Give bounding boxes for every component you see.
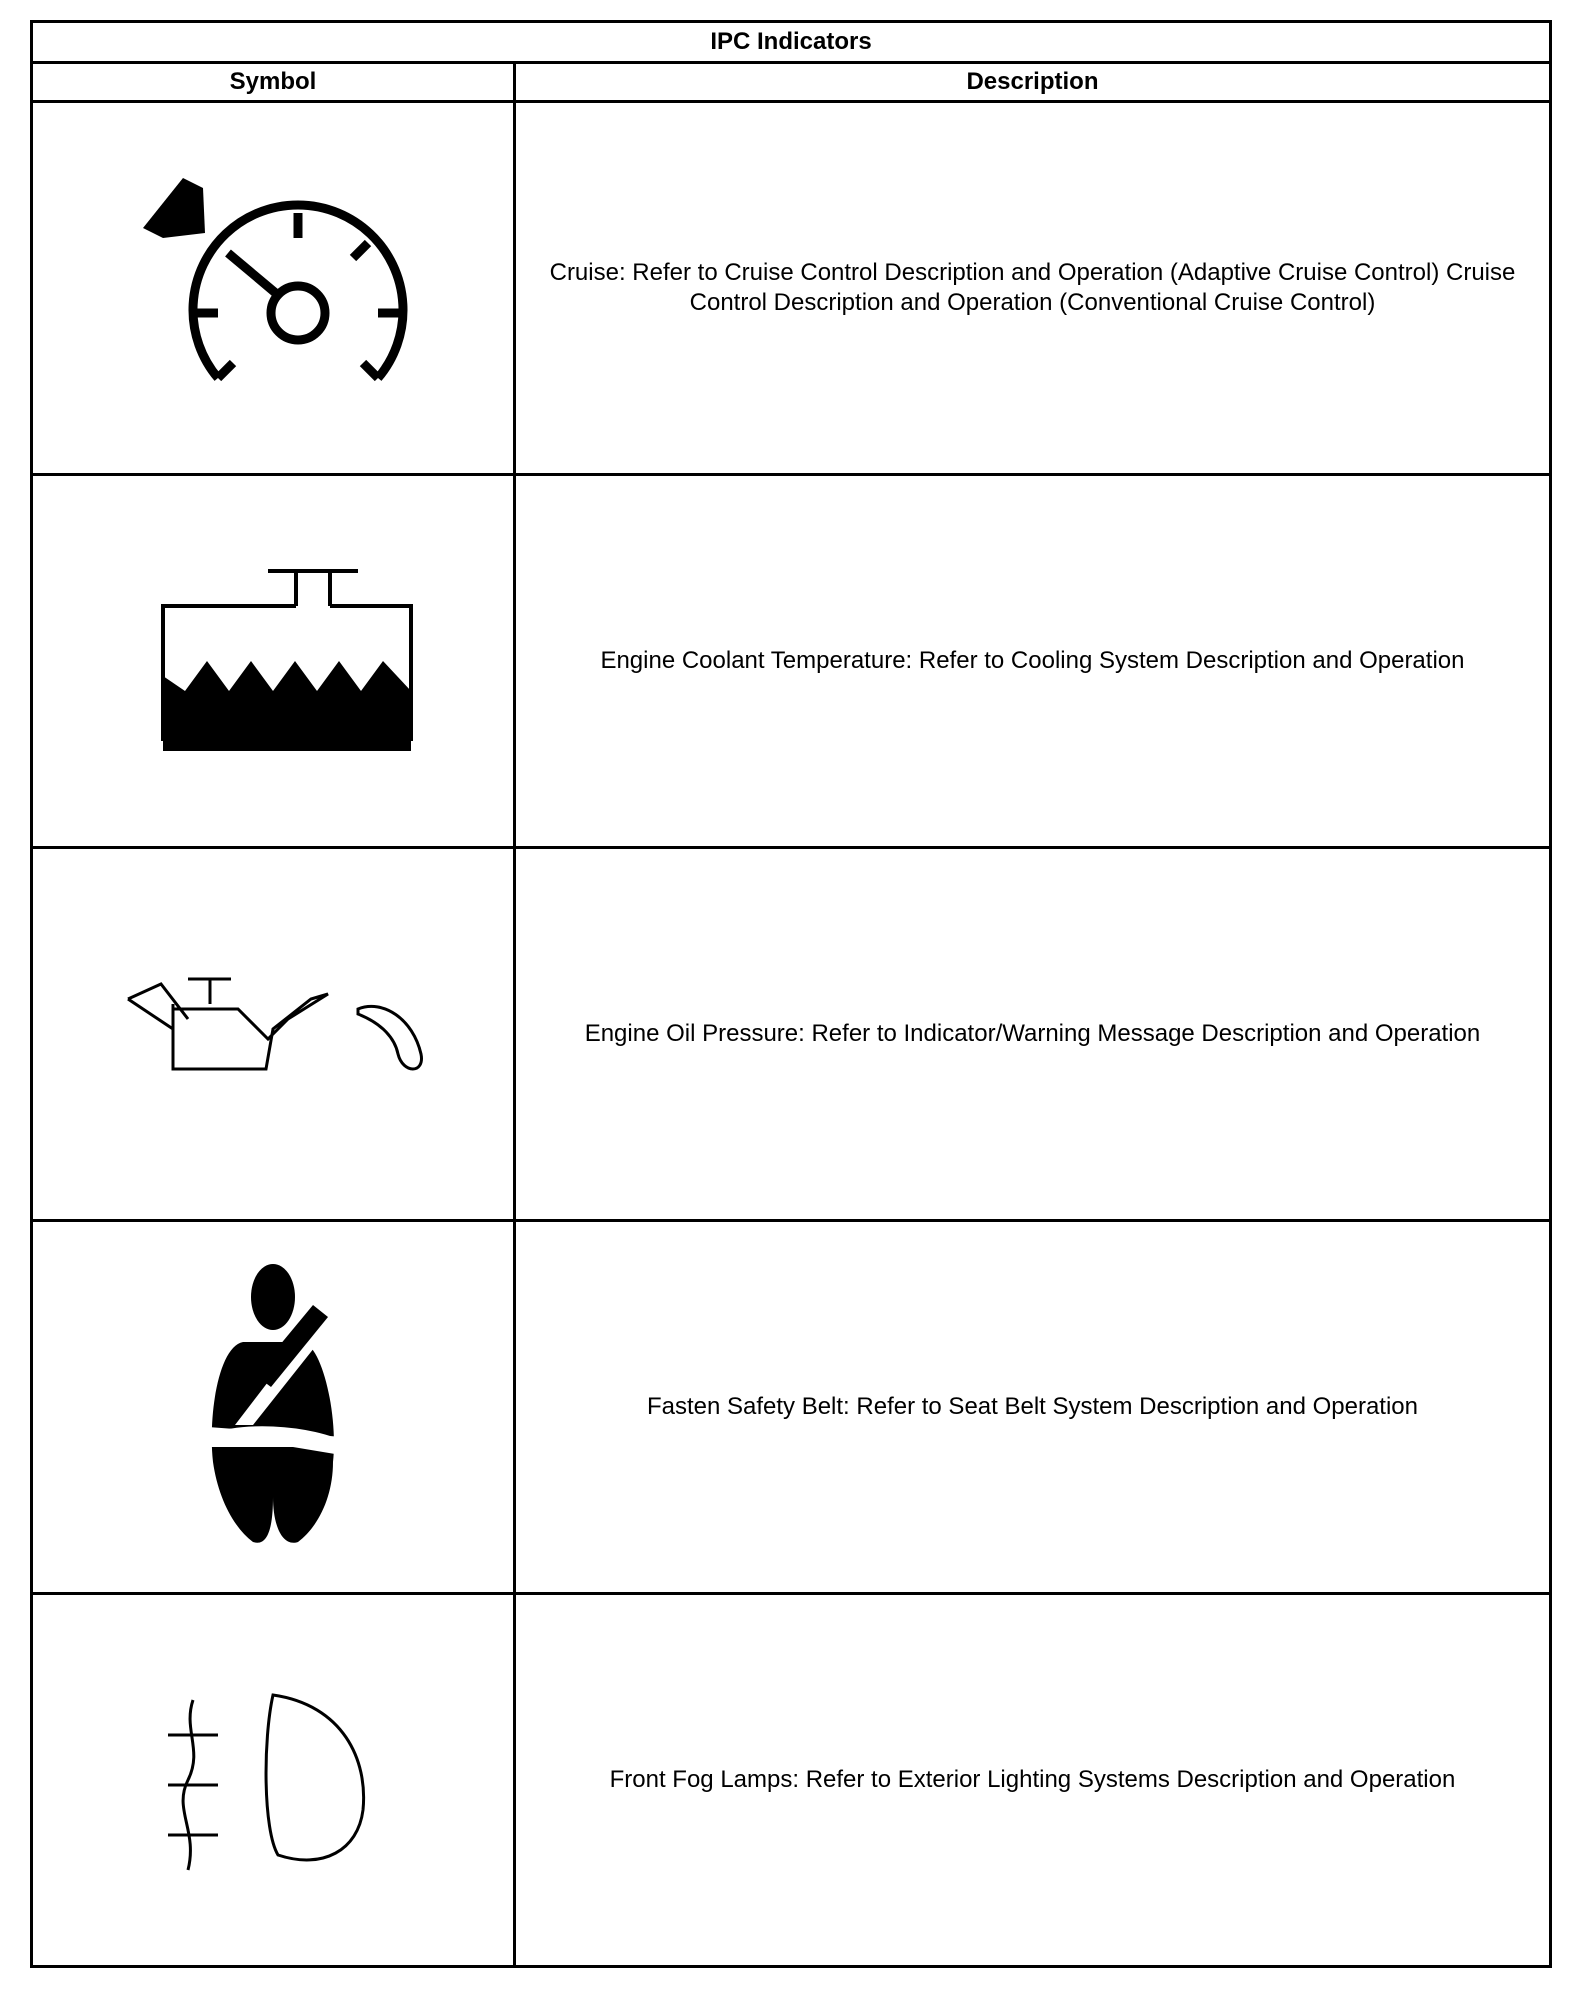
description-column-header: Description	[514, 63, 1550, 102]
description-cell: Fasten Safety Belt: Refer to Seat Belt System Description and Operation	[514, 1221, 1550, 1594]
table-title: IPC Indicators	[32, 22, 1551, 63]
engine-oil-pressure-icon	[113, 959, 433, 1109]
description-cell: Cruise: Refer to Cruise Control Description and Operation (Adaptive Cruise Control) Cruise Control Description and Operation (Conventional Cruise Control)	[514, 102, 1550, 475]
symbol-cell	[32, 1221, 515, 1594]
symbol-column-header: Symbol	[32, 63, 515, 102]
table-row	[32, 102, 1551, 475]
front-fog-lamps-icon	[163, 1680, 383, 1880]
symbol-cell	[32, 102, 515, 475]
table-row	[32, 848, 1551, 1221]
symbol-cell	[32, 475, 515, 848]
ipc-indicators-table	[30, 20, 1552, 1968]
cruise-control-icon	[123, 158, 423, 418]
description-cell: Engine Oil Pressure: Refer to Indicator/Warning Message Description and Operation	[514, 848, 1550, 1221]
table-row	[32, 475, 1551, 848]
description-cell: Front Fog Lamps: Refer to Exterior Lighting Systems Description and Operation	[514, 1594, 1550, 1967]
symbol-cell	[32, 848, 515, 1221]
engine-coolant-temperature-icon	[133, 551, 413, 771]
table-row	[32, 1594, 1551, 1967]
symbol-cell	[32, 1594, 515, 1967]
fasten-safety-belt-icon	[173, 1257, 373, 1557]
table-row	[32, 1221, 1551, 1594]
description-cell: Engine Coolant Temperature: Refer to Cooling System Description and Operation	[514, 475, 1550, 848]
